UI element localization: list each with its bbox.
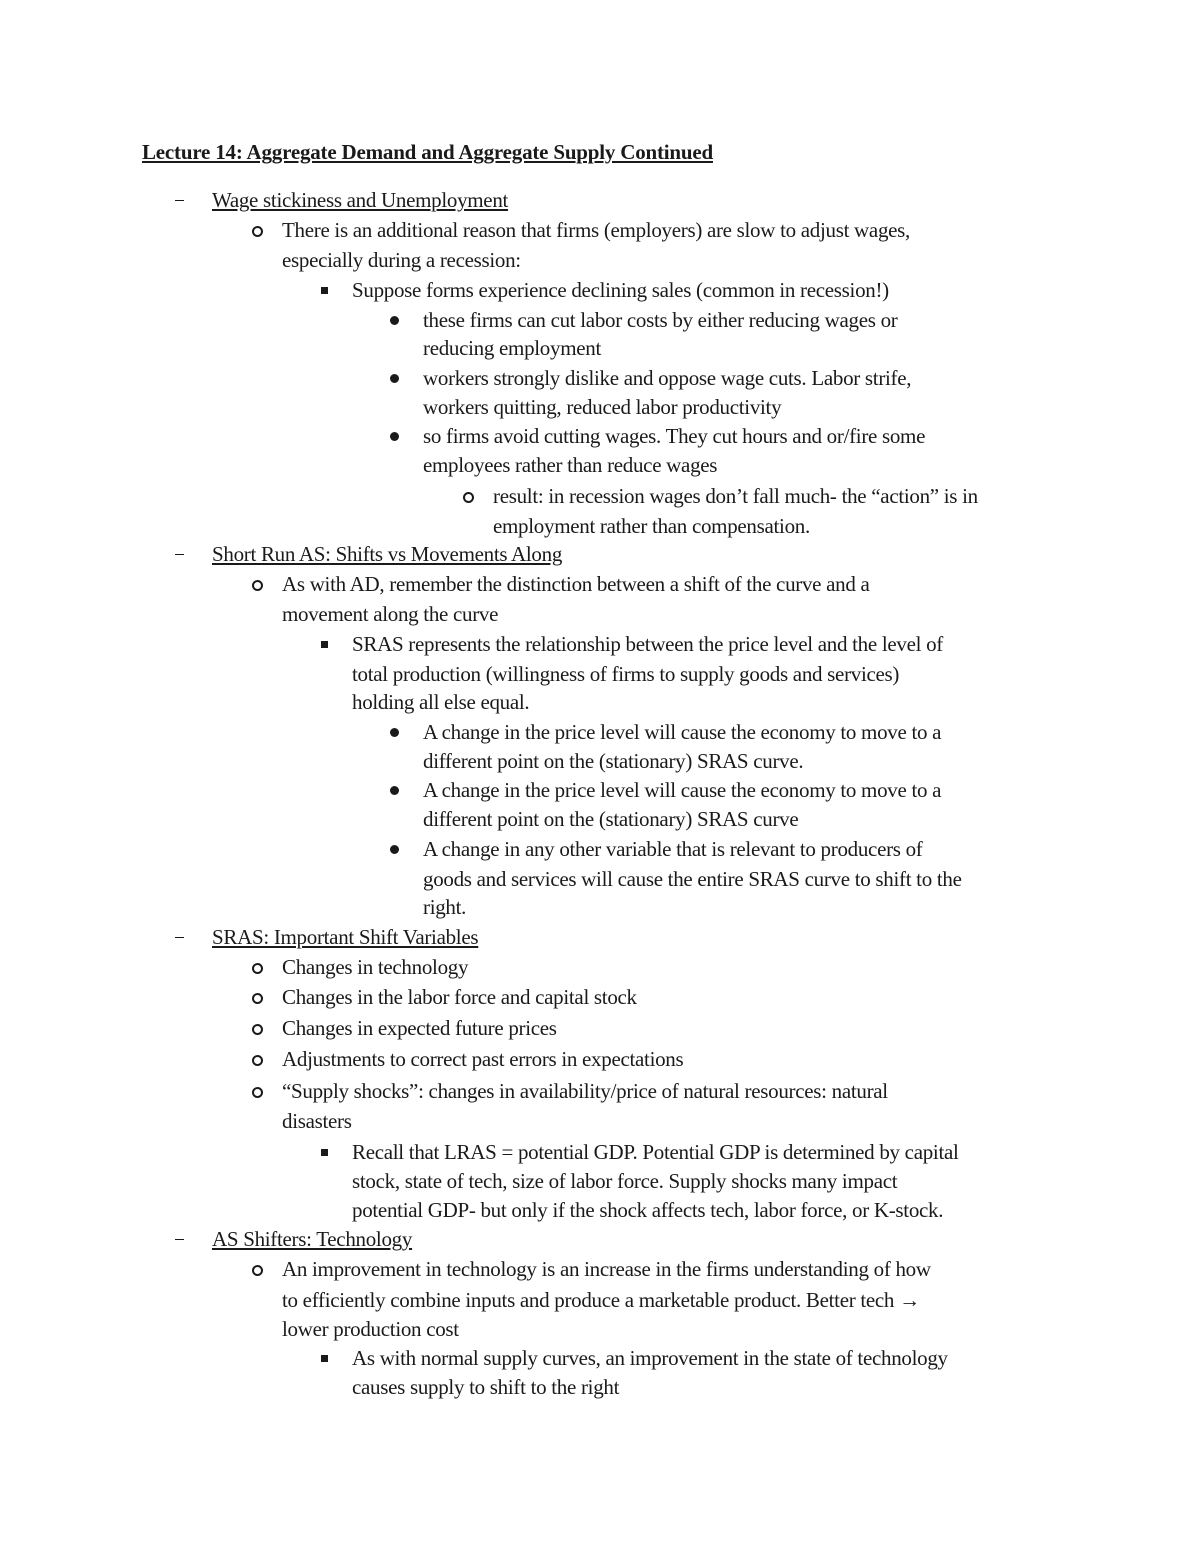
bullet-l2: An improvement in technology is an increase in the firms understanding of how: [282, 1257, 931, 1281]
dash-bullet-icon: [175, 554, 184, 555]
bullet-l3-continued: total production (willingness of firms to supply goods and services): [352, 662, 900, 686]
bullet-l4-continued: right.: [423, 895, 467, 919]
page-title: Lecture 14: Aggregate Demand and Aggregate Supply Continued: [142, 140, 713, 164]
hollow-circle-bullet-icon: [252, 226, 263, 237]
bullet-l4-continued: different point on the (stationary) SRAS curve.: [423, 749, 804, 773]
bullet-l3: As with normal supply curves, an improvement in the state of technology: [352, 1346, 948, 1370]
hollow-circle-bullet-icon: [252, 963, 263, 974]
bullet-l4: A change in the price level will cause the economy to move to a: [423, 720, 942, 744]
dot-bullet-icon: [390, 786, 399, 795]
heading-as-shifters-technology: AS Shifters: Technology: [212, 1227, 413, 1251]
bullet-l2: Changes in the labor force and capital stock: [282, 985, 637, 1009]
bullet-l3-continued: holding all else equal.: [352, 690, 530, 714]
dash-bullet-icon: [175, 1239, 184, 1240]
dash-bullet-icon: [175, 937, 184, 938]
hollow-circle-bullet-icon: [252, 1087, 263, 1098]
bullet-l4-continued: workers quitting, reduced labor productivity: [423, 395, 782, 419]
bullet-l2: Changes in technology: [282, 955, 469, 979]
heading-short-run-as: Short Run AS: Shifts vs Movements Along: [212, 542, 563, 566]
square-bullet-icon: [321, 641, 328, 648]
hollow-circle-bullet-icon: [252, 1055, 263, 1066]
dot-bullet-icon: [390, 432, 399, 441]
bullet-l2-continued: especially during a recession:: [282, 248, 521, 272]
bullet-l2-continued: to efficiently combine inputs and produce a marketable product. Better tech →: [282, 1288, 920, 1312]
bullet-l2: Adjustments to correct past errors in expectations: [282, 1047, 684, 1071]
dot-bullet-icon: [390, 316, 399, 325]
bullet-l3: SRAS represents the relationship between the price level and the level of: [352, 632, 943, 656]
hollow-circle-bullet-icon: [463, 492, 474, 503]
dot-bullet-icon: [390, 374, 399, 383]
bullet-l2: There is an additional reason that firms (employers) are slow to adjust wages,: [282, 218, 910, 242]
bullet-l4-continued: different point on the (stationary) SRAS curve: [423, 807, 799, 831]
heading-wage-stickiness: Wage stickiness and Unemployment: [212, 188, 509, 212]
bullet-l2: Changes in expected future prices: [282, 1016, 557, 1040]
square-bullet-icon: [321, 287, 328, 294]
bullet-l2-continued: disasters: [282, 1109, 352, 1133]
dot-bullet-icon: [390, 845, 399, 854]
bullet-l2: “Supply shocks”: changes in availability/price of natural resources: natural: [282, 1079, 888, 1103]
hollow-circle-bullet-icon: [252, 580, 263, 591]
hollow-circle-bullet-icon: [252, 1265, 263, 1276]
square-bullet-icon: [321, 1149, 328, 1156]
bullet-l2-continued: lower production cost: [282, 1317, 459, 1341]
bullet-l3-continued: potential GDP- but only if the shock affects tech, labor force, or K-stock.: [352, 1198, 944, 1222]
hollow-circle-bullet-icon: [252, 1024, 263, 1035]
bullet-l2-continued: movement along the curve: [282, 602, 499, 626]
bullet-l4-continued: reducing employment: [423, 336, 601, 360]
bullet-l4: these firms can cut labor costs by either reducing wages or: [423, 308, 898, 332]
dash-bullet-icon: [175, 200, 184, 201]
bullet-l3-continued: stock, state of tech, size of labor force. Supply shocks many impact: [352, 1169, 898, 1193]
dot-bullet-icon: [390, 728, 399, 737]
bullet-l4-continued: goods and services will cause the entire SRAS curve to shift to the: [423, 867, 962, 891]
square-bullet-icon: [321, 1355, 328, 1362]
bullet-l3: Recall that LRAS = potential GDP. Potential GDP is determined by capital: [352, 1140, 959, 1164]
bullet-l4-continued: employees rather than reduce wages: [423, 453, 718, 477]
bullet-l4: A change in any other variable that is relevant to producers of: [423, 837, 923, 861]
bullet-l2: As with AD, remember the distinction between a shift of the curve and a: [282, 572, 870, 596]
hollow-circle-bullet-icon: [252, 993, 263, 1004]
bullet-l4: so firms avoid cutting wages. They cut hours and or/fire some: [423, 424, 926, 448]
bullet-l4: workers strongly dislike and oppose wage cuts. Labor strife,: [423, 366, 912, 390]
heading-sras-shift-variables: SRAS: Important Shift Variables: [212, 925, 479, 949]
bullet-l3-continued: causes supply to shift to the right: [352, 1375, 620, 1399]
bullet-l3: Suppose forms experience declining sales (common in recession!): [352, 278, 889, 302]
bullet-l4: A change in the price level will cause the economy to move to a: [423, 778, 942, 802]
bullet-l5-continued: employment rather than compensation.: [493, 514, 810, 538]
bullet-l5: result: in recession wages don’t fall much- the “action” is in: [493, 484, 978, 508]
